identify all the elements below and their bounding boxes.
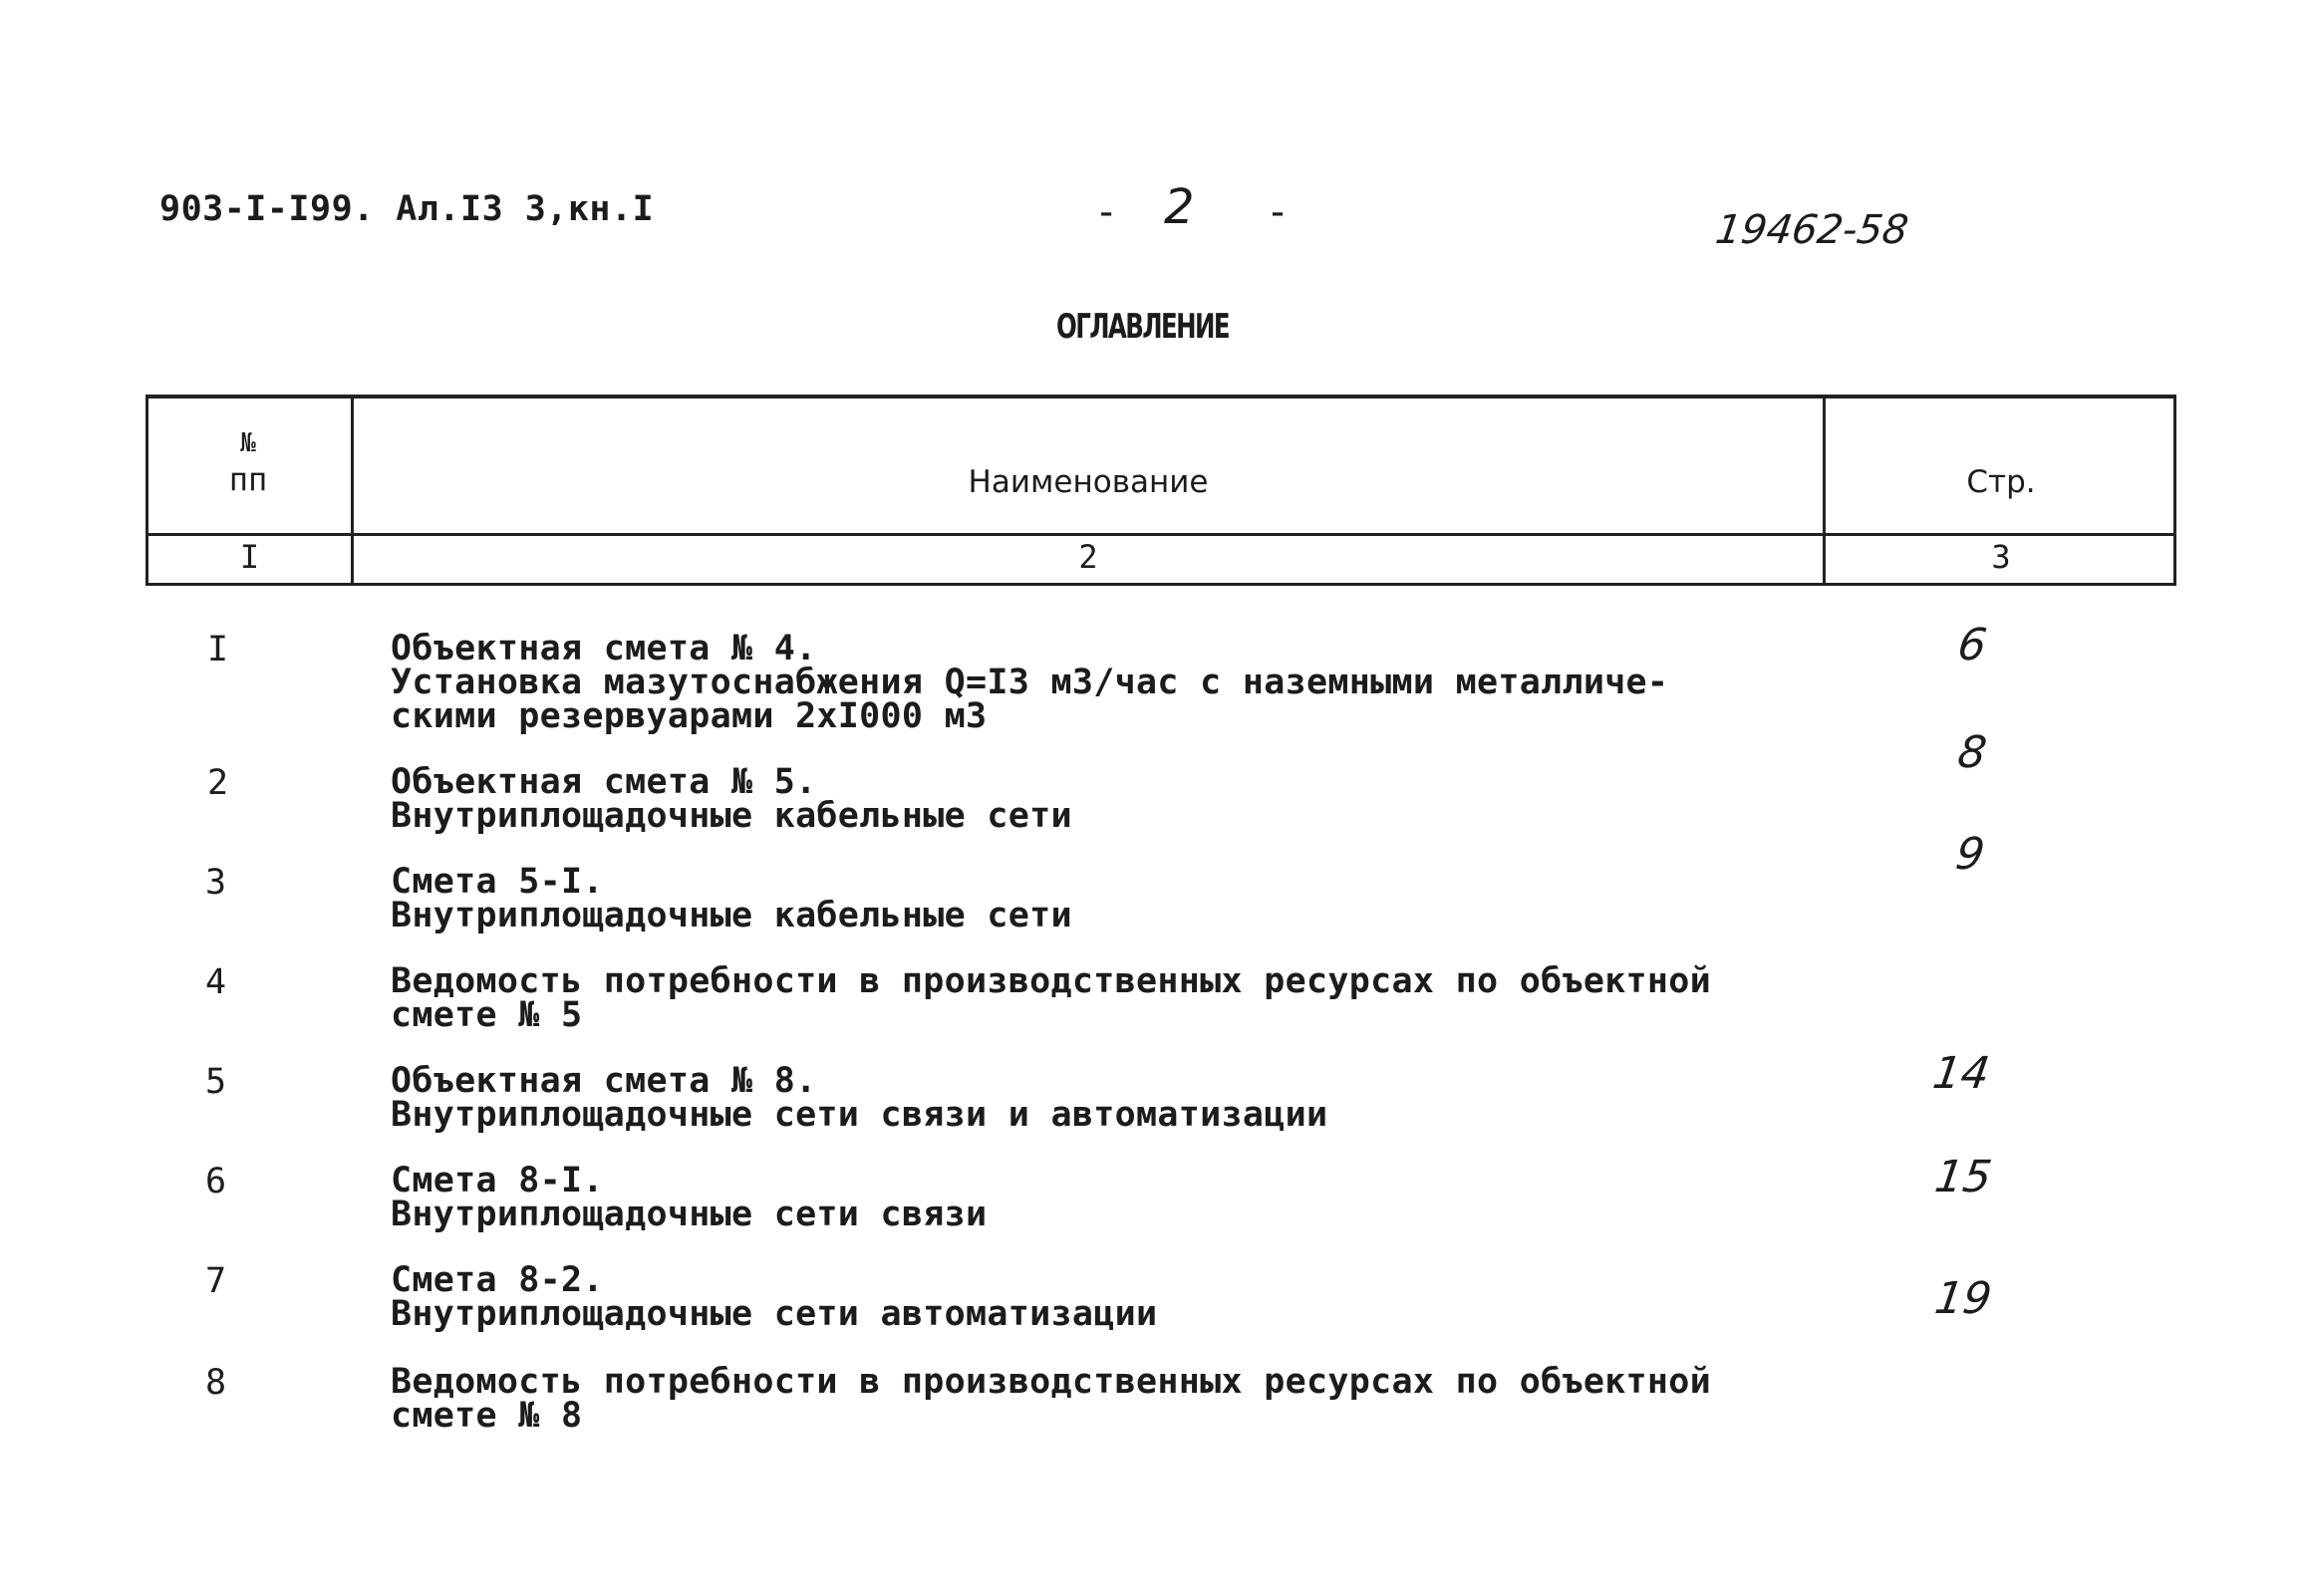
row-title-line: Установка мазутоснабжения Q=I3 м3/час с наземными металличе- <box>391 663 1669 702</box>
row-title-line: скими резервуарами 2хI000 м3 <box>391 696 988 736</box>
inventory-number: 19462-58 <box>1712 207 1911 253</box>
row-title-line: Объектная смета № 5. <box>391 762 817 802</box>
row-title-line: Внутриплощадочные сети связи <box>391 1195 988 1234</box>
row-page: 9 <box>1952 829 1988 880</box>
row-number: 3 <box>205 863 227 903</box>
row-title-line: Смета 8-2. <box>391 1260 604 1300</box>
row-number: 5 <box>205 1062 227 1102</box>
header-index-3: 3 <box>1991 538 2011 576</box>
row-title-line: смете № 5 <box>391 995 583 1035</box>
row-title-line: смете № 8 <box>391 1396 583 1436</box>
row-number: 2 <box>207 763 229 803</box>
page-number: 2 <box>1164 179 1195 235</box>
row-number: I <box>207 630 229 669</box>
header-index-1: I <box>239 538 260 576</box>
page-dash-right: - <box>1266 189 1291 235</box>
row-title-line: Внутриплощадочные сети автоматизации <box>391 1294 1158 1334</box>
header-name: Наименование <box>968 464 1209 500</box>
row-title-line: Смета 5-I. <box>391 862 604 902</box>
header-num-symbol: № <box>240 428 256 458</box>
row-page: 6 <box>1954 620 1990 670</box>
row-number: 7 <box>205 1261 227 1301</box>
row-number: 8 <box>205 1363 227 1403</box>
row-page: 14 <box>1929 1048 1993 1099</box>
document-code: 903-I-I99. Ал.I3 3,кн.I <box>159 189 655 229</box>
header-index-2: 2 <box>1078 538 1098 576</box>
header-num-label: пп <box>228 460 268 498</box>
row-title-line: Объектная смета № 8. <box>391 1061 817 1101</box>
row-title-line: Внутриплощадочные кабельные сети <box>391 896 1072 935</box>
row-page: 8 <box>1954 727 1990 778</box>
row-title-line: Смета 8-I. <box>391 1161 604 1200</box>
row-divider <box>148 533 2173 536</box>
header-page: Стр. <box>1966 464 2036 500</box>
row-page: 19 <box>1931 1273 1995 1324</box>
row-page: 15 <box>1931 1152 1995 1202</box>
row-number: 4 <box>205 962 227 1002</box>
row-title-line: Ведомость потребности в производственных ресурсах по объектной <box>391 1362 1712 1402</box>
row-title-line: Объектная смета № 4. <box>391 629 817 668</box>
page-title: ОГЛАВЛЕНИЕ <box>1056 307 1230 347</box>
row-title-line: Ведомость потребности в производственных ресурсах по объектной <box>391 961 1712 1001</box>
row-number: 6 <box>205 1162 227 1201</box>
page-dash-left: - <box>1094 189 1119 235</box>
row-title-line: Внутриплощадочные кабельные сети <box>391 796 1072 836</box>
toc-table-header <box>145 395 2176 586</box>
row-title-line: Внутриплощадочные сети связи и автоматизации <box>391 1095 1328 1135</box>
